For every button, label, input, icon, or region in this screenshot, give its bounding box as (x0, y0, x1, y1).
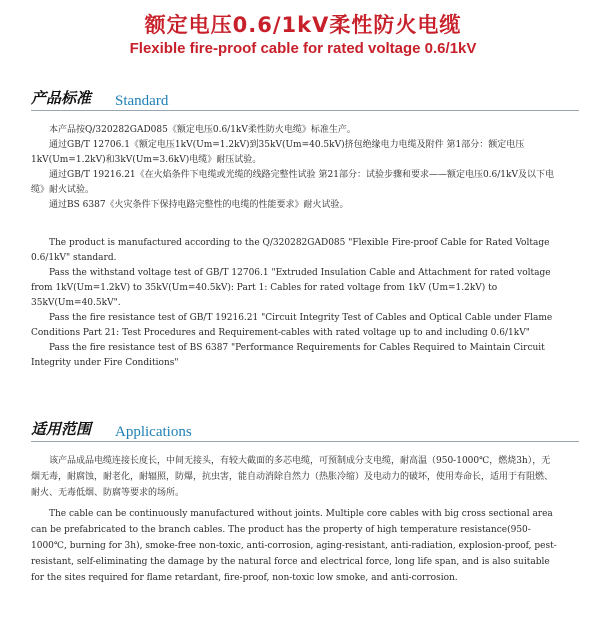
applications-cn-text (31, 453, 559, 501)
standard-section-header (31, 85, 579, 111)
applications-heading-en: Applications (115, 424, 192, 440)
paragraph: 通过GB/T 19216.21《在火焰条件下电缆或光缆的线路完整性试验 第21部分：试验步骤和要求——额定电压0.6/1kV及以下电缆》耐火试验。 (31, 170, 554, 195)
applications-section-header (31, 416, 579, 442)
paragraph: Pass the fire resistance test of BS 6387 "Performance Requirements for Cables Required to Maintain Circuit Integrity under Fire Conditions" (31, 343, 545, 368)
paragraph: 通过BS 6387《火灾条件下保持电路完整性的电缆的性能要求》耐火试验。 (49, 200, 349, 210)
standard-en-text (31, 236, 559, 371)
paragraph: Pass the fire resistance test of GB/T 19216.21 "Circuit Integrity Test of Cables and Optical Cable under Flame Conditions Part 21: Test Procedures and Requirement-cables with rated voltage up to and including 0.6/1kV" (31, 313, 553, 338)
section-divider (31, 441, 579, 442)
paragraph: 通过GB/T 12706.1《额定电压1kV(Um=1.2kV)到35kV(Um=40.5kV)挤包绝缘电力电缆及附件 第1部分：额定电压1kV(Um=1.2kV)和3kV(Um=3.6kV)电缆》耐压试验。 (31, 140, 525, 165)
applications-en-text (31, 506, 559, 586)
paragraph: Pass the withstand voltage test of GB/T 12706.1 "Extruded Insulation Cable and Attachment for rated voltage from 1kV(Um=1.2kV) to 35kV(Um=40.5kV): Part 1: Cables for rated voltage from 1kV (Um=1.2kV) to 35kV(Um=40.5kV". (31, 268, 551, 308)
applications-heading-cn: 适用范围 (31, 420, 92, 438)
standard-cn-text (31, 123, 559, 213)
page-title-cn: 额定电压0.6/1kV柔性防火电缆 (144, 13, 462, 37)
standard-heading-en: Standard (115, 93, 169, 109)
paragraph: The cable can be continuously manufactured without joints. Multiple core cables with big cross sectional area can be prefabricated to the branch cables. The product has the property of high temperature resistance(950-1000℃, burning for 3h), smoke-free non-toxic, anti-corrosion, aging-resistant, anti-radiation, explosion-proof, pest-resistant, self-eliminating the damage by the natural force and electrical force, long life span, and is also suitable for the sites required for flame retardant, fire-proof, non-toxic low smoke, and anti-corrosion. (31, 509, 557, 583)
paragraph: 该产品成品电缆连接长度长，中间无接头，有较大截面的多芯电缆，可预制成分支电缆，耐高温（950-1000℃，燃烧3h），无烟无毒，耐腐蚀，耐老化，耐辐照，防爆，抗虫害，能自动消除自然力（热胀冷缩）及电动力的破坏，使用寿命长，适用于有阻燃、耐火、无毒低烟、防腐等要求的场所。 (31, 456, 554, 498)
page-title-en: Flexible fire-proof cable for rated voltage 0.6/1kV (129, 40, 477, 57)
paragraph: The product is manufactured according to the Q/320282GAD085 "Flexible Fire-proof Cable for Rated Voltage 0.6/1kV" standard. (31, 238, 550, 263)
paragraph: 本产品按Q/320282GAD085《额定电压0.6/1kV柔性防火电缆》标准生产。 (49, 125, 356, 135)
section-divider (31, 110, 579, 111)
standard-heading-cn: 产品标准 (31, 89, 92, 107)
